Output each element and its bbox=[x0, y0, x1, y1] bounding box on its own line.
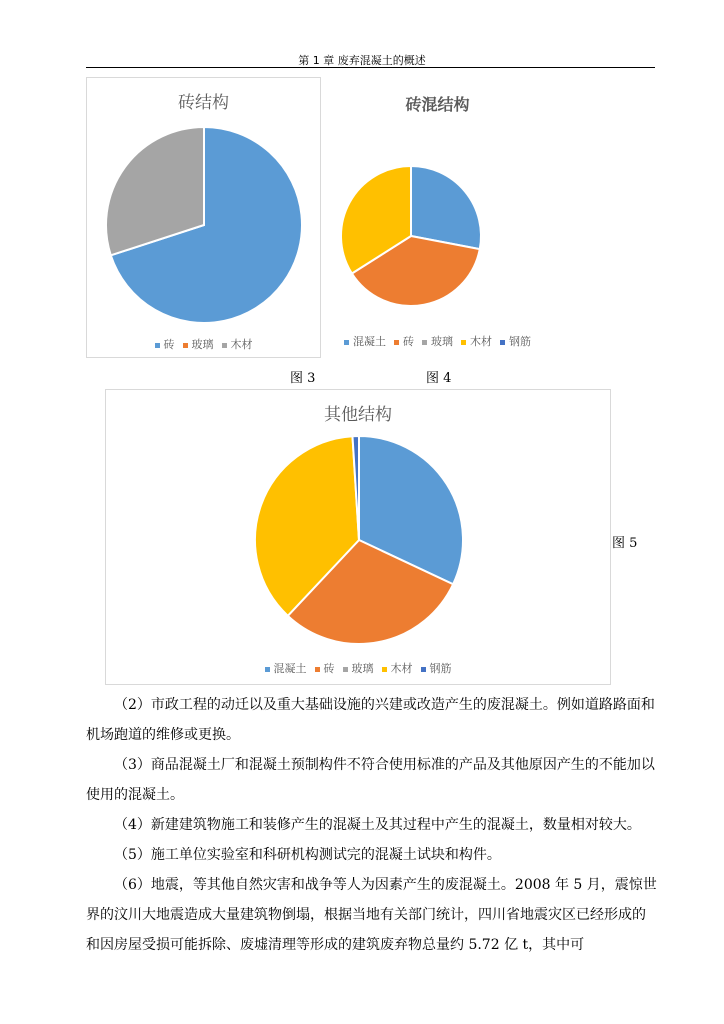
chart-brick-structure bbox=[86, 77, 321, 358]
legend-swatch bbox=[394, 340, 399, 345]
legend-label: 砖 bbox=[163, 338, 175, 351]
legend-swatch bbox=[183, 343, 188, 348]
legend-swatch bbox=[315, 667, 320, 672]
legend-swatch bbox=[222, 343, 227, 348]
paragraph: （6）地震，等其他自然灾害和战争等人为因素产生的废混凝土。2008 年 5 月，震惊世界的汶川大地震造成大量建筑物倒塌，根据当地有关部门统计，四川省地震灾区已经形成的和因房屋受损可能拆除、废墟清理等形成的建筑废弃物总量约 5.72 亿 t，其中可 bbox=[86, 877, 657, 953]
legend-label: 木材 bbox=[470, 335, 492, 348]
chart-legend bbox=[87, 336, 320, 352]
pie-slice-混凝土 bbox=[411, 166, 481, 249]
legend-swatch bbox=[382, 667, 387, 672]
legend-swatch bbox=[265, 667, 270, 672]
legend-label: 玻璃 bbox=[351, 662, 374, 675]
pie-chart bbox=[331, 78, 546, 359]
page-header: 第 1 章 废弃混凝土的概述 bbox=[298, 54, 426, 67]
body-text bbox=[86, 690, 658, 960]
legend-item bbox=[394, 333, 414, 349]
legend-label: 玻璃 bbox=[191, 338, 214, 351]
legend-label: 玻璃 bbox=[431, 335, 453, 348]
legend-item bbox=[422, 333, 453, 349]
legend-label: 砖 bbox=[323, 662, 335, 675]
figure-5-caption: 图 5 bbox=[612, 536, 638, 551]
legend-item bbox=[421, 660, 452, 676]
chart-legend bbox=[106, 660, 610, 676]
legend-swatch bbox=[344, 340, 349, 345]
chart-brick-concrete-structure bbox=[330, 77, 545, 358]
legend-label: 混凝土 bbox=[353, 335, 386, 348]
legend-label: 木材 bbox=[390, 662, 413, 675]
chart-legend bbox=[331, 333, 544, 349]
legend-item bbox=[222, 336, 253, 352]
legend-item bbox=[500, 333, 531, 349]
chart-title: 其他结构 bbox=[324, 405, 392, 425]
pie-chart bbox=[106, 390, 612, 686]
paragraph: （2）市政工程的动迁以及重大基础设施的兴建或改造产生的废混凝土。例如道路路面和机场跑道的维修或更换。 bbox=[86, 697, 655, 743]
legend-label: 钢筋 bbox=[509, 335, 531, 348]
legend-swatch bbox=[500, 340, 505, 345]
paragraph: （4）新建建筑物施工和装修产生的混凝土及其过程中产生的混凝土，数量相对较大。 bbox=[114, 817, 641, 833]
figure-3-caption: 图 3 bbox=[290, 371, 316, 386]
legend-item bbox=[343, 660, 374, 676]
legend-swatch bbox=[422, 340, 427, 345]
paragraph: （5）施工单位实验室和科研机构测试完的混凝土试块和构件。 bbox=[114, 847, 501, 863]
legend-swatch bbox=[461, 340, 466, 345]
paragraph: （3）商品混凝土厂和混凝土预制构件不符合使用标准的产品及其他原因产生的不能加以使用的混凝土。 bbox=[86, 757, 655, 803]
legend-label: 砖 bbox=[403, 335, 414, 348]
legend-label: 混凝土 bbox=[273, 662, 307, 675]
legend-swatch bbox=[421, 667, 426, 672]
legend-label: 钢筋 bbox=[429, 662, 452, 675]
legend-item bbox=[315, 660, 335, 676]
legend-swatch bbox=[343, 667, 348, 672]
legend-item bbox=[183, 336, 214, 352]
legend-item bbox=[461, 333, 492, 349]
legend-item bbox=[265, 660, 307, 676]
header-divider bbox=[86, 67, 655, 68]
legend-label: 木材 bbox=[230, 338, 253, 351]
chart-other-structure bbox=[105, 389, 611, 685]
legend-item bbox=[155, 336, 175, 352]
legend-item bbox=[382, 660, 413, 676]
chart-title: 砖混结构 bbox=[405, 95, 470, 114]
chart-title: 砖结构 bbox=[178, 93, 229, 113]
legend-item bbox=[344, 333, 386, 349]
figure-4-caption: 图 4 bbox=[426, 371, 452, 386]
pie-chart bbox=[87, 78, 322, 359]
legend-swatch bbox=[155, 343, 160, 348]
